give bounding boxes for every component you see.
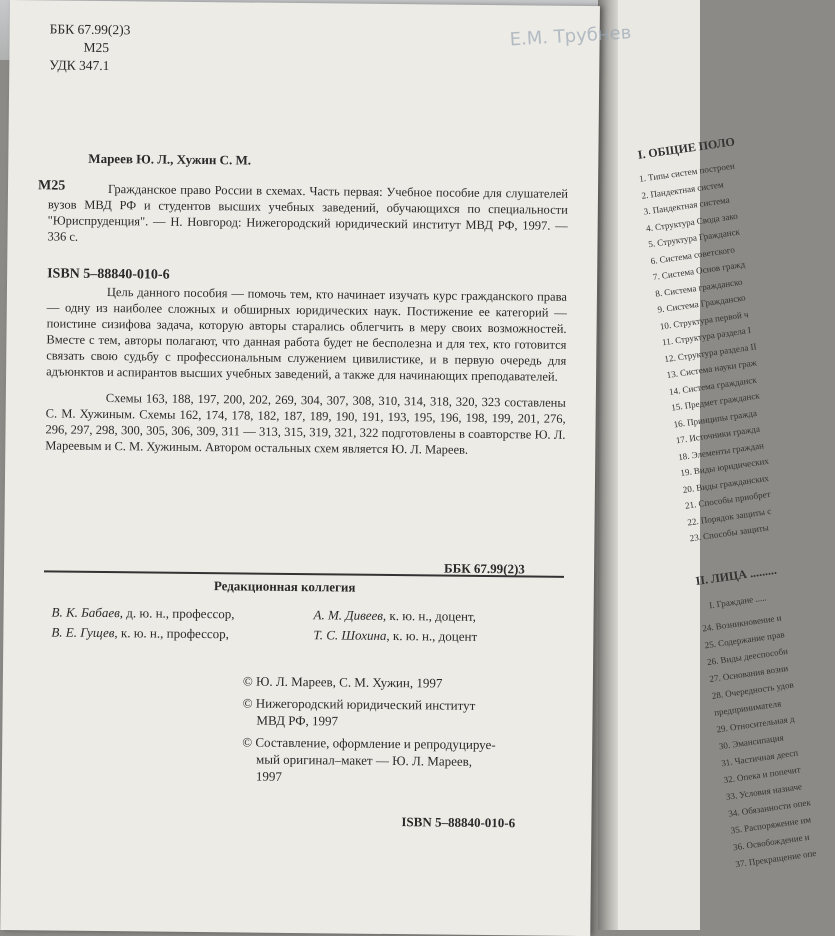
entry-code: М25 bbox=[37, 178, 66, 194]
toc-item: 11. Структура раздела I bbox=[661, 324, 752, 348]
bbk-code: ББК 67.99(2)3 bbox=[49, 21, 131, 38]
toc-item: 15. Предмет гражданск bbox=[670, 390, 761, 413]
toc-item: 26. Виды дееспособн bbox=[706, 645, 789, 668]
member-name: А. М. Дивеев bbox=[313, 607, 384, 623]
book-gutter bbox=[598, 0, 618, 930]
toc-item: I. Граждане ..... bbox=[708, 592, 768, 611]
toc-item: 33. Условия назначе bbox=[725, 781, 803, 802]
toc-item: 27. Основания возни bbox=[708, 663, 789, 684]
toc-item: 21. Способы приобрет bbox=[684, 488, 772, 511]
member-rank: , к. ю. н., доцент bbox=[386, 627, 478, 644]
board-member bbox=[313, 627, 477, 645]
copyright-line: 1997 bbox=[255, 768, 282, 784]
toc-item: 12. Структура раздела II bbox=[663, 340, 758, 364]
toc-item: 36. Освобождение и bbox=[732, 831, 811, 853]
toc-item: 14. Система гражданск bbox=[668, 374, 758, 397]
copyright-line: © Нижегородский юридический институт bbox=[242, 695, 476, 713]
toc-item: 5. Структура Гражданск bbox=[647, 226, 741, 250]
toc-item: 18. Элементы граждан bbox=[677, 439, 765, 462]
toc-item: 3. Пандектная система bbox=[643, 194, 731, 217]
udk-code: УДК 347.1 bbox=[49, 57, 110, 74]
toc-item: 34. Обязанности опек bbox=[727, 797, 812, 819]
bibliographic-description bbox=[47, 180, 568, 249]
toc-item: 6. Система советского bbox=[649, 243, 736, 266]
toc-item: 31. Частичная деесп bbox=[720, 747, 799, 769]
toc-item: 28. Очередность удов bbox=[711, 679, 795, 701]
isbn: ISBN 5–88840-010-6 bbox=[47, 266, 170, 283]
annotation bbox=[45, 283, 567, 458]
toc-item: 8. Система гражданско bbox=[654, 276, 743, 299]
toc-item: 1. Типы систем построен bbox=[638, 160, 736, 184]
board-member bbox=[51, 624, 229, 642]
isbn-bottom: ISBN 5–88840-010-6 bbox=[401, 814, 516, 831]
toc-item: 32. Опека и попечит bbox=[722, 764, 802, 786]
toc-item: 17. Источники гражда bbox=[675, 423, 761, 446]
toc-item: 29. Относительная д bbox=[715, 713, 796, 735]
toc-item: 30. Эмансипация bbox=[718, 732, 785, 752]
toc-item: 22. Порядок защиты с bbox=[686, 505, 772, 528]
toc-item: 7. Система Основ гражд bbox=[652, 259, 746, 282]
board-member bbox=[313, 607, 476, 625]
toc-item: 25. Содержание прав bbox=[704, 629, 786, 651]
facing-page bbox=[612, 0, 817, 930]
toc-item: 19. Виды юридических bbox=[679, 455, 770, 479]
toc-item: 13. Система науки граж bbox=[666, 357, 758, 380]
toc-item: 4. Структура Свода зако bbox=[645, 210, 739, 233]
board-title: Редакционная коллегия bbox=[213, 578, 356, 595]
toc-item: 10. Структура первой ч bbox=[659, 308, 749, 331]
copyright-line: © Составление, оформление и репродуцируе- bbox=[242, 734, 496, 753]
board-member bbox=[52, 604, 235, 622]
member-name: В. К. Бабаев bbox=[51, 604, 120, 621]
member-rank: , к. ю. н., профессор, bbox=[114, 625, 230, 642]
description-text: Гражданское право России в схемах. Часть первая: Учебное пособие для слушателей вузов МВД РФ и студентов высших учебных заведений, обучающихся по специальности "Юриспруденция". — Н. Новгород: Нижегородский юридический институт МВД РФ, 1997. — 336 с. bbox=[47, 182, 569, 244]
toc-item: 23. Способы защиты bbox=[688, 522, 770, 544]
member-name: Т. С. Шохина bbox=[313, 627, 387, 643]
purpose-text: Цель данного пособия — помочь тем, кто начинает изучать курс гражданского права — одну из наиболее сложных и обширных юридических наук. Постижение ее категорий — поистине сизифова задача, которую авторы старались облегчить в меру своих возможностей. Вместе с тем, авторы полагают, что данная работа будет не бесполезна и для тех, кто готовится связать свою судьбу с профессиональным служением цивилистике, и в первую очередь для адъюнктов и аспирантов высших учебных заведений, а также для начинающих преподавателей. bbox=[46, 285, 567, 384]
bbk-right: ББК 67.99(2)3 bbox=[443, 560, 525, 577]
authors: Мареев Ю. Л., Хужин С. М. bbox=[88, 150, 252, 168]
schemes-text: Схемы 163, 188, 197, 200, 202, 269, 304, 307, 308, 310, 314, 318, 320, 323 составлены С. М. Хужиным. Схемы 162, 174, 178, 182, 187, 189, 190, 191, 193, 195, 196, 198, 199, 201, 276, 296, 297, 298, 300, 305, 306, 309, 311 — 313, 315, 319, 321, 322 подготовлены в соавторстве Ю. Л. Мареевым и С. М. Хужиным. Автором остальных схем является Ю. Л. Мареев. bbox=[45, 391, 566, 457]
toc-item: 24. Возникновение и bbox=[701, 612, 783, 634]
member-name: В. Е. Гущев bbox=[51, 624, 115, 641]
author-mark: М25 bbox=[83, 39, 110, 56]
toc-item: 20. Виды гражданских bbox=[682, 472, 770, 495]
toc-heading: I. ОБЩИЕ ПОЛО bbox=[636, 134, 736, 162]
toc-item: предпринимателя bbox=[713, 698, 782, 718]
copyright-line: © Ю. Л. Мареев, С. М. Хужин, 1997 bbox=[242, 673, 443, 691]
member-rank: , к. ю. н., доцент, bbox=[382, 607, 477, 624]
owner-stamp: Е.М. Трубнев bbox=[509, 22, 632, 51]
classification-block bbox=[49, 20, 130, 75]
toc-item: 16. Принципы гражда bbox=[672, 407, 758, 430]
toc-heading: II. ЛИЦА ......... bbox=[694, 562, 778, 588]
toc-item: 37. Прекращение опе bbox=[734, 847, 817, 870]
member-rank: , д. ю. н., профессор, bbox=[119, 605, 235, 622]
toc-item: 9. Система Гражданско bbox=[656, 292, 747, 315]
toc-item: 2. Пандектная систем bbox=[640, 178, 725, 201]
copyright-line: мый оригинал–макет — Ю. Л. Мареев, bbox=[255, 751, 473, 769]
copyright-line: МВД РФ, 1997 bbox=[256, 712, 339, 729]
toc-item: 35. Распоряжение им bbox=[730, 814, 812, 836]
